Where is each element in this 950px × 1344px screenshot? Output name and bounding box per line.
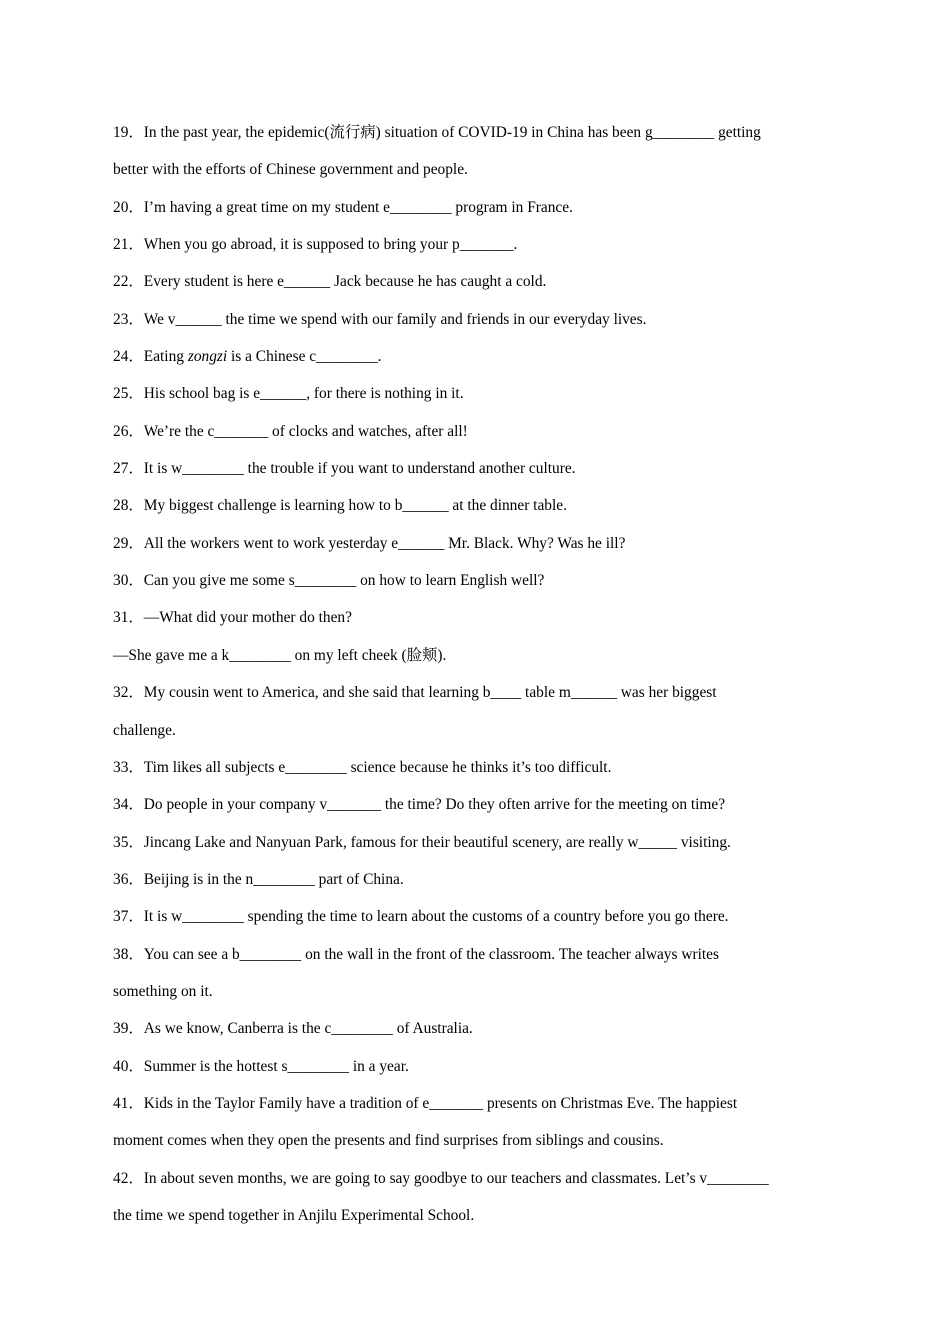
question-number: 25．	[113, 385, 144, 403]
question-text: All the workers went to work yesterday e______ Mr. Black. Why? Was he ill?	[143, 534, 626, 552]
question-19-continued: better with the efforts of Chinese government and people.	[113, 161, 468, 179]
question-31	[113, 599, 837, 636]
question-text: Beijing is in the n________ part of China.	[143, 870, 404, 888]
question-text: Kids in the Taylor Family have a tradition of e_______ presents on Christmas Eve. The happiest	[143, 1094, 738, 1112]
question-19	[113, 114, 837, 151]
question-number: 41．	[113, 1094, 144, 1112]
question-text: —What did your mother do then?	[143, 609, 352, 627]
question-text: You can see a b________ on the wall in the front of the classroom. The teacher always writes	[143, 945, 719, 963]
question-text: In about seven months, we are going to say goodbye to our teachers and classmates. Let’s v________	[143, 1169, 769, 1187]
question-text: Summer is the hottest s________ in a year.	[143, 1057, 409, 1075]
question-number: 31．	[113, 609, 144, 627]
question-number: 34．	[113, 796, 144, 814]
question-number: 35．	[113, 833, 144, 851]
question-32	[113, 674, 837, 711]
question-text: My biggest challenge is learning how to b______ at the dinner table.	[143, 497, 567, 515]
question-29	[113, 525, 837, 562]
question-number: 39．	[113, 1020, 144, 1038]
question-25	[113, 375, 837, 412]
question-27	[113, 450, 837, 487]
question-42-continued: the time we spend together in Anjilu Experimental School.	[113, 1206, 475, 1224]
question-33	[113, 749, 837, 786]
question-number: 26．	[113, 422, 144, 440]
question-number: 21．	[113, 236, 144, 254]
question-number: 29．	[113, 534, 144, 552]
question-30	[113, 562, 837, 599]
question-38-continued: something on it.	[113, 982, 213, 1000]
worksheet-page	[113, 114, 837, 1234]
question-text: When you go abroad, it is supposed to bring your p_______.	[143, 236, 518, 254]
question-text: It is w________ the trouble if you want to understand another culture.	[143, 460, 576, 478]
question-number: 36．	[113, 870, 144, 888]
question-text: Every student is here e______ Jack because he has caught a cold.	[143, 273, 547, 291]
question-text: My cousin went to America, and she said that learning b____ table m______ was her biggest	[143, 684, 717, 702]
question-number: 37．	[113, 908, 144, 926]
question-20	[113, 189, 837, 226]
question-text: As we know, Canberra is the c________ of Australia.	[143, 1020, 473, 1038]
question-32-continued: challenge.	[113, 721, 176, 739]
question-number: 30．	[113, 572, 144, 590]
question-23	[113, 301, 837, 338]
question-text-italic: zongzi	[187, 348, 228, 366]
question-37	[113, 898, 837, 935]
question-22	[113, 263, 837, 300]
question-text-prefix: Eating	[143, 348, 188, 366]
question-text: It is w________ spending the time to learn about the customs of a country before you go there.	[143, 908, 729, 926]
question-number: 24．	[113, 348, 144, 366]
question-31-answer-line: —She gave me a k________ on my left cheek (脸颊).	[113, 646, 447, 664]
question-number: 28．	[113, 497, 144, 515]
question-38	[113, 936, 837, 973]
question-number: 42．	[113, 1169, 144, 1187]
question-number: 27．	[113, 460, 144, 478]
question-text: Do people in your company v_______ the time? Do they often arrive for the meeting on time?	[143, 796, 726, 814]
question-number: 20．	[113, 198, 144, 216]
question-number: 38．	[113, 945, 144, 963]
question-number: 32．	[113, 684, 144, 702]
question-36	[113, 861, 837, 898]
question-number: 23．	[113, 310, 144, 328]
question-34	[113, 786, 837, 823]
question-text: We’re the c_______ of clocks and watches, after all!	[143, 422, 468, 440]
question-number: 33．	[113, 758, 144, 776]
question-text: I’m having a great time on my student e________ program in France.	[143, 198, 573, 216]
question-21	[113, 226, 837, 263]
question-text: We v______ the time we spend with our family and friends in our everyday lives.	[143, 310, 647, 328]
question-26	[113, 413, 837, 450]
question-42	[113, 1160, 837, 1197]
question-40	[113, 1048, 837, 1085]
question-41	[113, 1085, 837, 1122]
question-39	[113, 1010, 837, 1047]
question-number: 22．	[113, 273, 144, 291]
question-41-continued: moment comes when they open the presents and find surprises from siblings and cousins.	[113, 1132, 664, 1150]
question-28	[113, 487, 837, 524]
question-number: 19．	[113, 124, 144, 141]
question-text: Can you give me some s________ on how to learn English well?	[143, 572, 545, 590]
question-number: 40．	[113, 1057, 144, 1075]
question-24	[113, 338, 837, 375]
question-text: Tim likes all subjects e________ science because he thinks it’s too difficult.	[143, 758, 612, 776]
question-text: In the past year, the epidemic(流行病) situation of COVID-19 in China has been g________ getting	[143, 124, 761, 141]
question-35	[113, 824, 837, 861]
question-text-suffix: is a Chinese c________.	[227, 348, 382, 366]
question-text: Jincang Lake and Nanyuan Park, famous for their beautiful scenery, are really w_____ visiting.	[143, 833, 731, 851]
question-text: His school bag is e______, for there is nothing in it.	[143, 385, 464, 403]
